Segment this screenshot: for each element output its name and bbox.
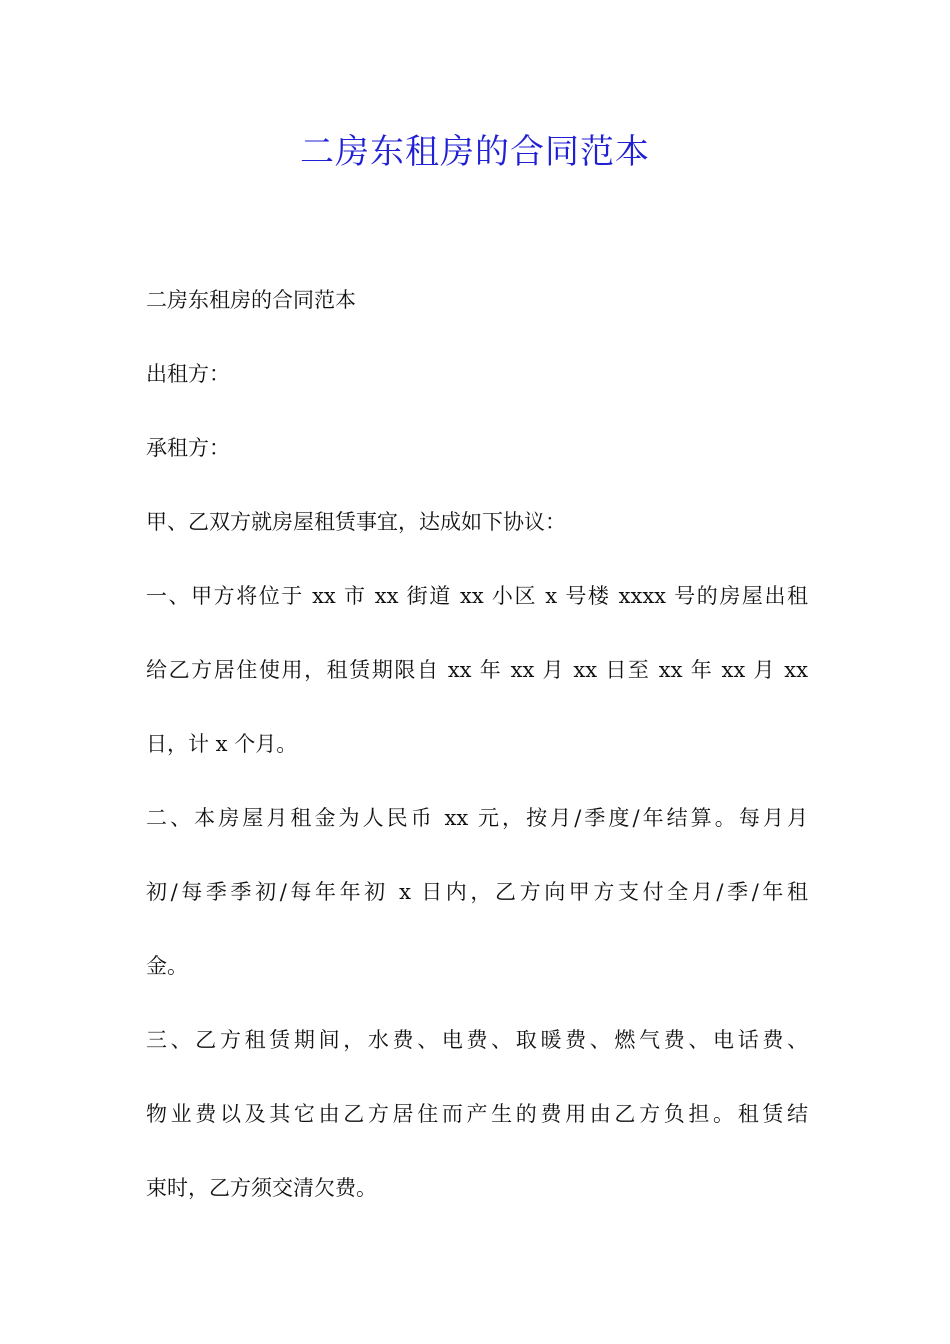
- document-body: [146, 263, 808, 1225]
- clause2-line-1: 二、本房屋月租金为人民币 xx 元，按月/季度/年结算。每月月: [146, 806, 808, 830]
- clause3-line-2: 物业费以及其它由乙方居住而产生的费用由乙方负担。租赁结: [146, 1102, 808, 1126]
- clause1-line-1: 一、甲方将位于 xx 市 xx 街道 xx 小区 x 号楼 xxxx 号的房屋出租: [146, 584, 808, 608]
- document-heading: 二房东租房的合同范本: [146, 288, 356, 312]
- lessor-label: 出租方：: [146, 362, 230, 386]
- lessee-label: 承租方：: [146, 436, 230, 460]
- clause3-line-3: 束时，乙方须交清欠费。: [146, 1176, 377, 1200]
- document-title: 二房东租房的合同范本: [300, 132, 650, 172]
- clause1-line-3: 日，计 x 个月。: [146, 732, 298, 756]
- intro-paragraph: 甲、乙双方就房屋租赁事宜，达成如下协议：: [146, 510, 566, 534]
- clause2-line-2: 初/每季季初/每年年初 x 日内，乙方向甲方支付全月/季/年租: [146, 880, 808, 904]
- clause1-line-2: 给乙方居住使用，租赁期限自 xx 年 xx 月 xx 日至 xx 年 xx 月 xx: [146, 658, 808, 682]
- clause3-line-1: 三、乙方租赁期间，水费、电费、取暖费、燃气费、电话费、: [146, 1028, 808, 1052]
- clause2-line-3: 金。: [146, 954, 188, 978]
